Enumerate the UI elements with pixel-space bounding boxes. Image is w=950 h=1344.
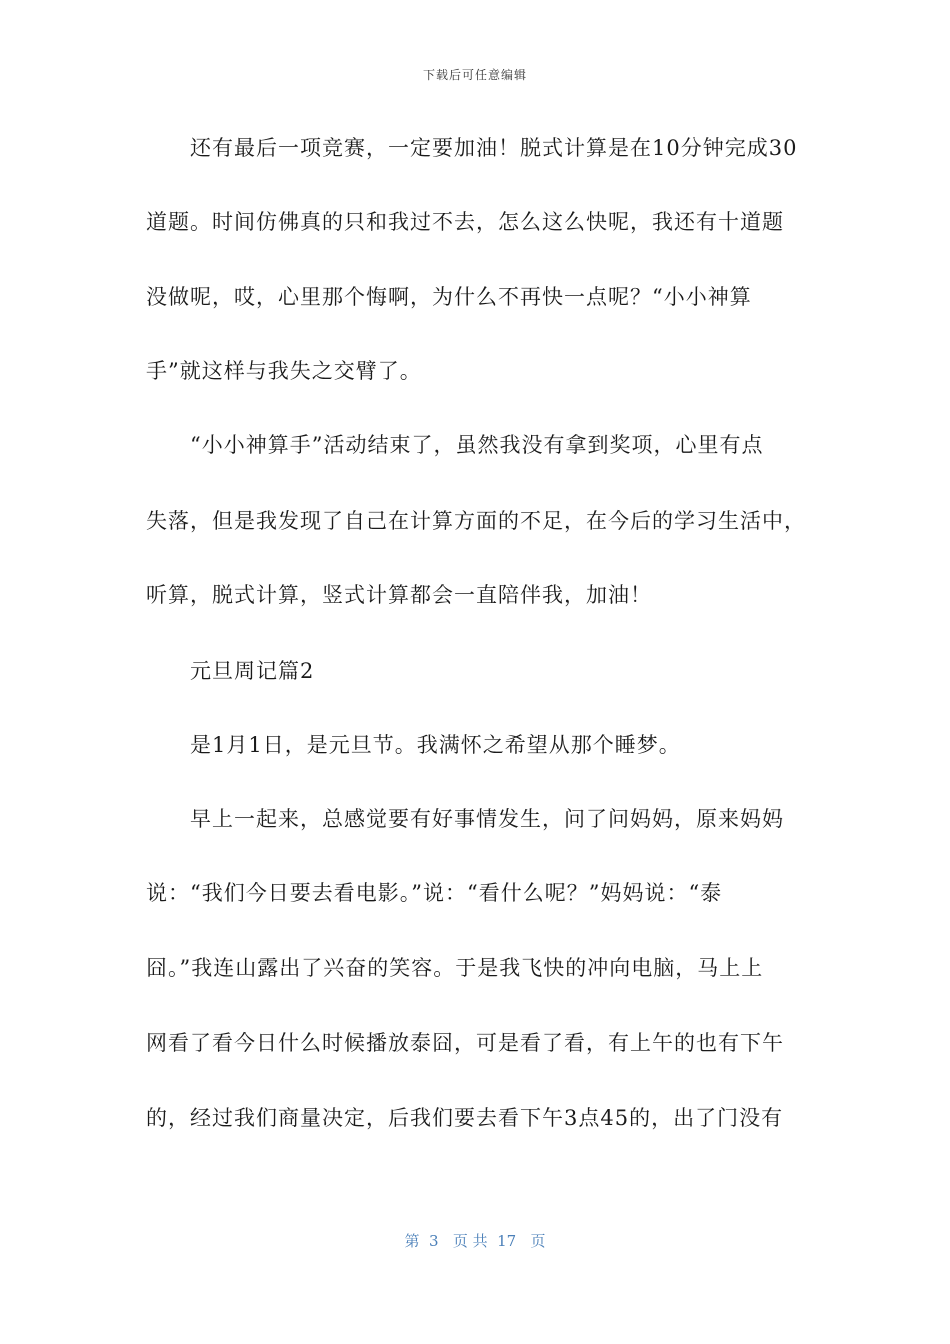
body-line-5: “小小神算手”活动结束了，虽然我没有拿到奖项，心里有点 (190, 433, 764, 457)
body-line-11: 说：“我们今日要去看电影。”说：“看什么呢？”妈妈说：“泰 (146, 881, 723, 905)
body-line-9: 是1月1日，是元旦节。我满怀之希望从那个睡梦。 (190, 733, 681, 757)
section-heading: 元旦周记篇2 (190, 659, 315, 683)
body-line-3: 没做呢，哎，心里那个悔啊，为什么不再快一点呢？“小小神算 (146, 285, 752, 309)
body-line-1: 还有最后一项竞赛，一定要加油！脱式计算是在10分钟完成30 (190, 136, 798, 160)
body-line-4: 手”就这样与我失之交臂了。 (146, 359, 422, 383)
body-line-13: 网看了看今日什么时候播放泰囧，可是看了看，有上午的也有下午 (146, 1031, 784, 1055)
body-line-14: 的，经过我们商量决定，后我们要去看下午3点45的，出了门没有 (146, 1106, 784, 1130)
body-line-12: 囧。”我连山露出了兴奋的笑容。于是我飞快的冲向电脑，马上上 (146, 956, 764, 980)
body-line-7: 听算，脱式计算，竖式计算都会一直陪伴我，加油！ (146, 583, 652, 607)
body-line-6: 失落，但是我发现了自己在计算方面的不足，在今后的学习生活中， (146, 509, 806, 533)
body-line-10: 早上一起来，总感觉要有好事情发生，问了问妈妈，原来妈妈 (190, 807, 784, 831)
page-footer: 第 3 页 共 17 页 (404, 1232, 546, 1250)
body-line-2: 道题。时间仿佛真的只和我过不去，怎么这么快呢，我还有十道题 (146, 210, 784, 234)
page-header: 下载后可任意编辑 (422, 68, 527, 82)
